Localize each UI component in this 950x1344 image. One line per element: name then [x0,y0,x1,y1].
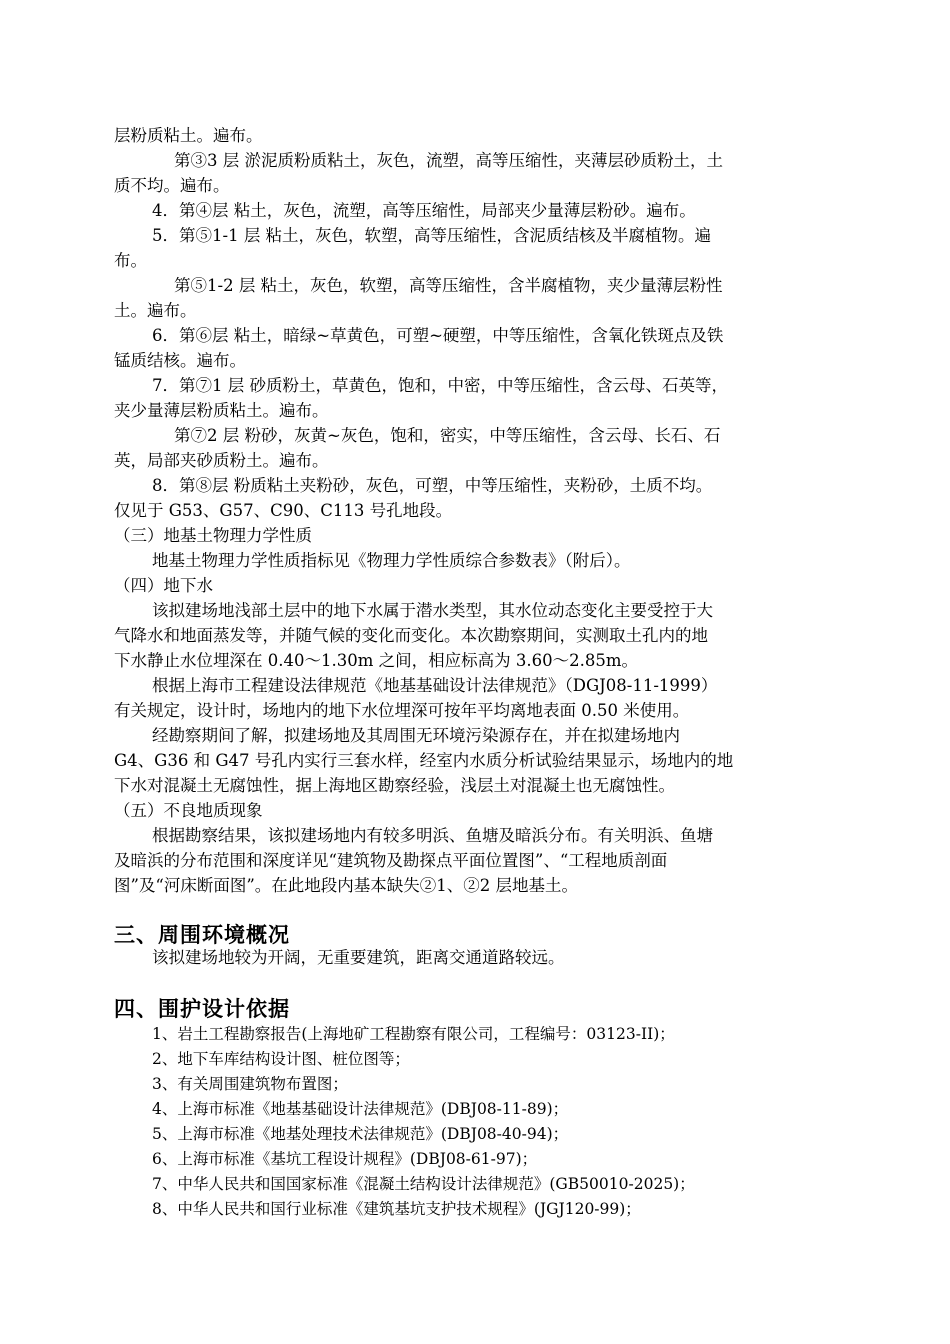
subsection-heading: （四）地下水 [114,576,213,595]
text-line: 气降水和地面蒸发等，并随气候的变化而变化。本次勘察期间，实测取土孔内的地 [114,626,708,645]
text-line: 布。 [114,251,147,270]
text-line: 该拟建场地浅部土层中的地下水属于潜水类型，其水位动态变化主要受控于大 [152,601,713,620]
text-line: 图”及“河床断面图”。在此地段内基本缺失②1、②2 层地基土。 [114,876,579,895]
text-line: G4、G36 和 G47 号孔内实行三套水样，经室内水质分析试验结果显示，场地内的地 [114,751,734,770]
text-line: 下水对混凝土无腐蚀性，据上海地区勘察经验，浅层土对混凝土也无腐蚀性。 [114,776,675,795]
text-line: 根据上海市工程建设法律规范《地基基础设计法律规范》（DGJ08-11-1999） [152,676,718,695]
list-item: 4、上海市标准《地基基础设计法律规范》(DBJ08-11-89)； [152,1100,569,1118]
text-line: 下水静止水位埋深在 0.40～1.30m 之间，相应标高为 3.60～2.85m。 [114,651,638,670]
section-heading: 四、围护设计依据 [114,997,290,1021]
text-line: 有关规定，设计时，场地内的地下水位埋深可按年平均离地表面 0.50 米使用。 [114,701,690,720]
list-item: 1、岩土工程勘察报告(上海地矿工程勘察有限公司，工程编号：03123-II)； [152,1025,675,1043]
list-item: 7、中华人民共和国国家标准《混凝土结构设计法律规范》(GB50010-2025)； [152,1175,695,1193]
text-line: 质不均。遍布。 [114,176,230,195]
text-line: 仅见于 G53、G57、C90、C113 号孔地段。 [114,501,453,520]
text-line: 8．第⑧层 粉质粘土夹粉砂，灰色，可塑，中等压缩性，夹粉砂，土质不均。 [152,476,713,495]
text-line: 根据勘察结果，该拟建场地内有较多明浜、鱼塘及暗浜分布。有关明浜、鱼塘 [152,826,713,845]
list-item: 5、上海市标准《地基处理技术法律规范》(DBJ08-40-94)； [152,1125,569,1143]
text-line: 英，局部夹砂质粉土。遍布。 [114,451,329,470]
text-line: 层粉质粘土。遍布。 [114,126,263,145]
text-line: 及暗浜的分布范围和深度详见“建筑物及勘探点平面位置图”、“工程地质剖面 [114,851,668,870]
list-item: 2、地下车库结构设计图、桩位图等； [152,1050,410,1068]
list-item: 3、有关周围建筑物布置图； [152,1075,348,1093]
text-line: 6．第⑥层 粘土，暗绿~草黄色，可塑~硬塑，中等压缩性，含氧化铁斑点及铁 [152,326,724,345]
subsection-heading: （三）地基土物理力学性质 [114,526,312,545]
list-item: 6、上海市标准《基坑工程设计规程》(DBJ08-61-97)； [152,1150,538,1168]
subsection-heading: （五）不良地质现象 [114,801,263,820]
text-line: 夹少量薄层粉质粘土。遍布。 [114,401,329,420]
list-item: 8、中华人民共和国行业标准《建筑基坑支护技术规程》(JGJ120-99)； [152,1200,641,1218]
text-line: 锰质结核。遍布。 [114,351,246,370]
section-body: 该拟建场地较为开阔，无重要建筑，距离交通道路较远。 [152,948,565,967]
text-line: 土。遍布。 [114,301,197,320]
text-line: 4．第④层 粘土，灰色，流塑，高等压缩性，局部夹少量薄层粉砂。遍布。 [152,201,696,220]
text-line: 7．第⑦1 层 砂质粉土，草黄色，饱和，中密，中等压缩性，含云母、石英等， [152,376,728,395]
section-heading: 三、周围环境概况 [114,923,290,947]
text-line: 地基土物理力学性质指标见《物理力学性质综合参数表》（附后）。 [152,551,631,570]
text-line: 第③3 层 淤泥质粉质粘土，灰色，流塑，高等压缩性，夹薄层砂质粉土，土 [174,151,723,170]
text-line: 5．第⑤1-1 层 粘土，灰色，软塑，高等压缩性，含泥质结核及半腐植物。遍 [152,226,712,245]
text-line: 第⑤1-2 层 粘土，灰色，软塑，高等压缩性，含半腐植物，夹少量薄层粉性 [174,276,723,295]
text-line: 经勘察期间了解，拟建场地及其周围无环境污染源存在，并在拟建场地内 [152,726,680,745]
text-line: 第⑦2 层 粉砂，灰黄~灰色，饱和，密实，中等压缩性，含云母、长石、石 [174,426,721,445]
